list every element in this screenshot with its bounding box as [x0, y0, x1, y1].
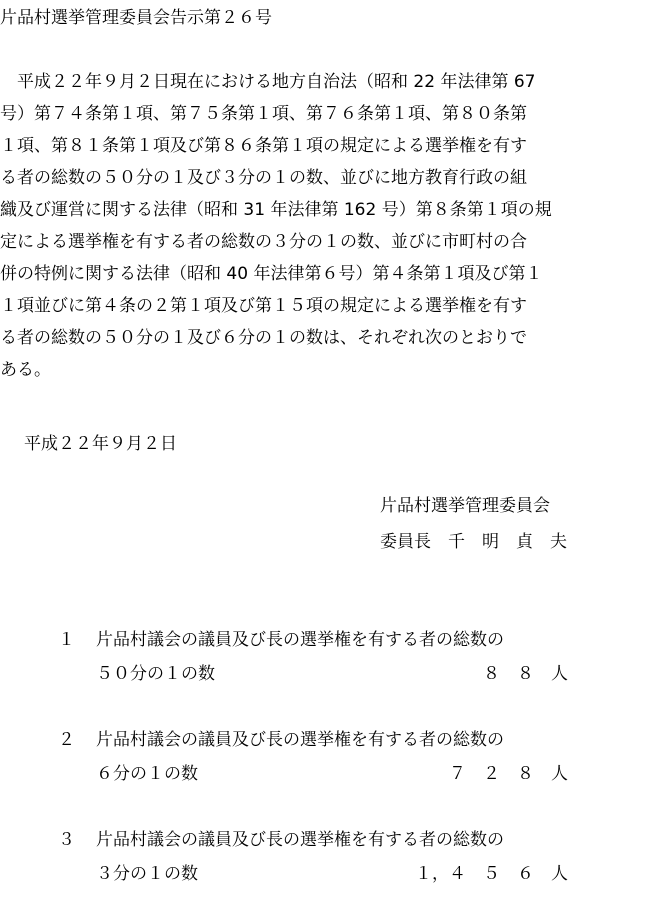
body-line: １項並びに第４条の２第１項及び第１５項の規定による選挙権を有す: [0, 296, 527, 316]
committee-name: 片品村選挙管理委員会: [380, 496, 550, 516]
item-label: ３分の１の数: [96, 864, 198, 884]
item-label: ６分の１の数: [96, 764, 198, 784]
notice-title: 片品村選挙管理委員会告示第２６号: [0, 8, 272, 28]
item-number: ３: [58, 830, 75, 850]
body-line: 号）第７４条第１項、第７５条第１項、第７６条第１項、第８０条第: [0, 104, 527, 124]
item-description: 片品村議会の議員及び長の選挙権を有する者の総数の: [96, 830, 504, 850]
item-description: 片品村議会の議員及び長の選挙権を有する者の総数の: [96, 630, 504, 650]
notice-date: 平成２２年９月２日: [24, 434, 177, 454]
item-value: ８ ８ 人: [483, 664, 568, 684]
body-line: 定による選挙権を有する者の総数の３分の１の数、並びに市町村の合: [0, 232, 527, 252]
body-line: ある。: [0, 360, 51, 380]
body-line: る者の総数の５０分の１及び６分の１の数は、それぞれ次のとおりで: [0, 328, 527, 348]
item-value: ７ ２ ８ 人: [449, 764, 568, 784]
item-number: ２: [58, 730, 75, 750]
item-label: ５０分の１の数: [96, 664, 215, 684]
item-description: 片品村議会の議員及び長の選挙権を有する者の総数の: [96, 730, 504, 750]
body-line: る者の総数の５０分の１及び３分の１の数、並びに地方教育行政の組: [0, 168, 527, 188]
body-line: 織及び運営に関する法律（昭和 31 年法律第 162 号）第８条第１項の規: [0, 200, 552, 220]
item-value: １，４ ５ ６ 人: [415, 864, 568, 884]
item-number: １: [58, 630, 75, 650]
body-line: 併の特例に関する法律（昭和 40 年法律第６号）第４条第１項及び第１: [0, 264, 543, 284]
body-line: １項、第８１条第１項及び第８６条第１項の規定による選挙権を有す: [0, 136, 527, 156]
body-line: 平成２２年９月２日現在における地方自治法（昭和 22 年法律第 67: [0, 72, 536, 92]
committee-chair: 委員長 千 明 貞 夫: [380, 532, 567, 552]
